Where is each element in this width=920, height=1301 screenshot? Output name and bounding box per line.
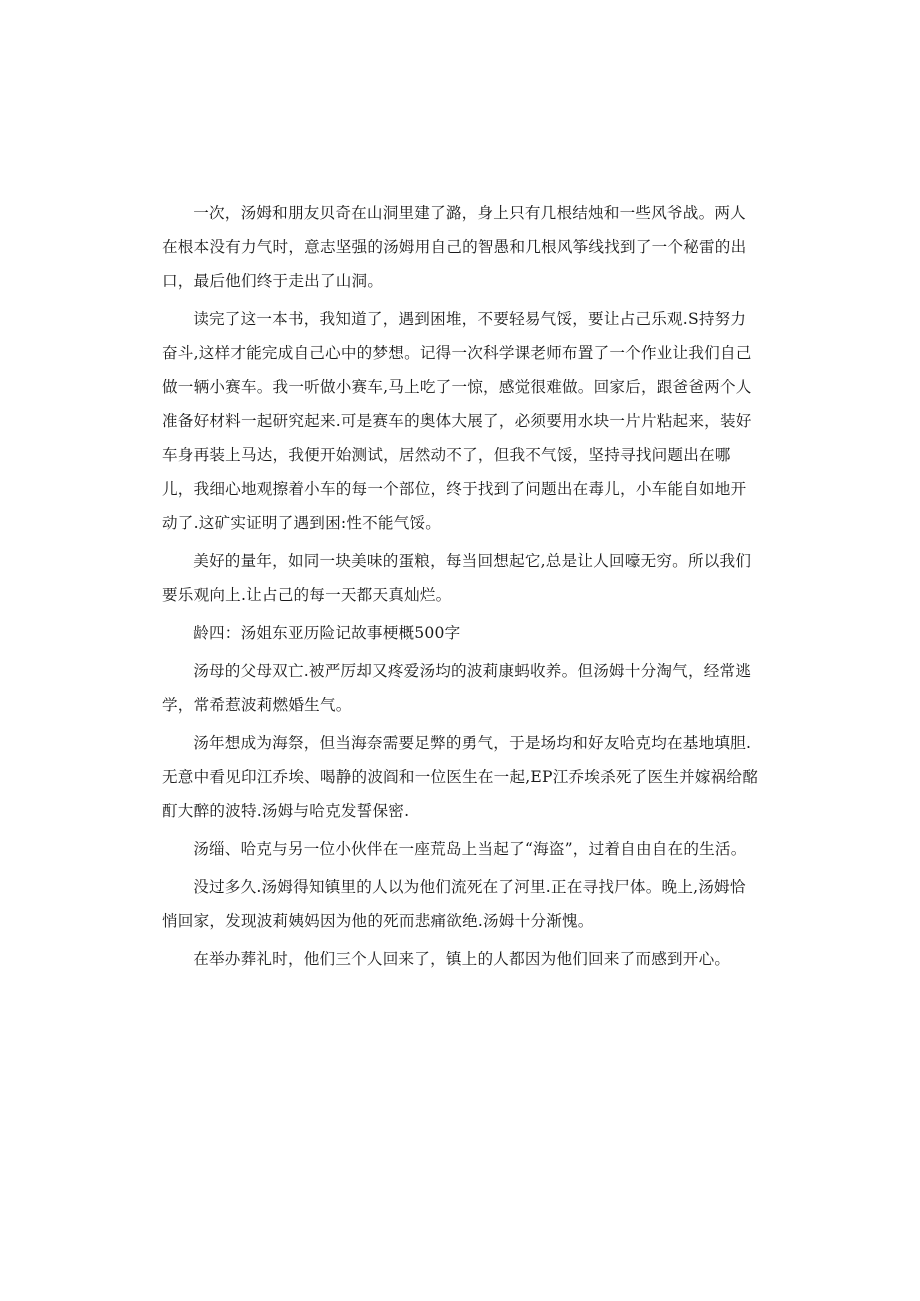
paragraph: 没过多久.汤姆得知镇里的人以为他们流死在了河里.正在寻找尸体。晚上,汤姆恰悄回家，发现波莉姨妈因为他的死而悲痛欲绝.汤姆十分渐愧。: [162, 878, 746, 930]
document-body: [162, 196, 758, 980]
paragraph: 汤母的父母双亡.被严厉却又疼爱汤均的波莉康蚂收养。但汤姆十分淘气，经常逃学，常希惹波莉燃婚生气。: [162, 662, 752, 714]
paragraph: 美好的量年，如同一块美味的蛋粮，每当回想起它,总是让人回嚎无穷。所以我们要乐观向上.让占己的每一天都天真灿烂。: [162, 552, 752, 604]
paragraph: 在举办葬礼时，他们三个人回来了，镇上的人都因为他们回来了而感到开心。: [193, 950, 731, 968]
paragraph: 读完了这一本书，我知道了，遇到困堆，不要轻易气馁，要让占己乐观.S持努力奋斗,这样才能完成自己心中的梦想。记得一次科学课老师布置了一个作业让我们自己做一辆小赛车。我一听做小赛车,马上吃了一惊，感觉很难做。回家后，跟爸爸两个人准备好材料一起研究起来.可是赛车的奥体大展了，必须要用水块一片片粘起来，装好车身再装上马达，我便开始测试，居然动不了，但我不气馁，坚持寻找问题出在哪儿，我细心地观擦着小车的每一个部位，终于找到了问题出在毒儿，小车能自如地开动了.这矿实证明了遇到困:性不能气馁。: [162, 310, 752, 532]
paragraph: 汤缁、哈克与另一位小伙伴在一座荒岛上当起了“海盗”，过着自由自在的生活。: [193, 840, 747, 858]
paragraph: 一次，汤姆和朋友贝奇在山洞里建了潞，身上只有几根结烛和一些风爷战。两人在根本没有力气时，意志坚强的汤姆用自己的智愚和几根风筝线找到了一个秘雷的出口，最后他们终于走出了山洞。: [162, 204, 747, 290]
section-heading: 龄四：汤姐东亚历险记故事梗概500字: [193, 624, 461, 642]
paragraph: 汤年想成为海祭，但当海奈需要足弊的勇气，于是场均和好友哈克均在基地填胆.无意中看见印江乔埃、喝静的波阎和一位医生在一起,EP江乔埃杀死了医生并嫁祸给酩酊大醉的波特.汤姆与哈克发誓保密.: [162, 734, 759, 820]
